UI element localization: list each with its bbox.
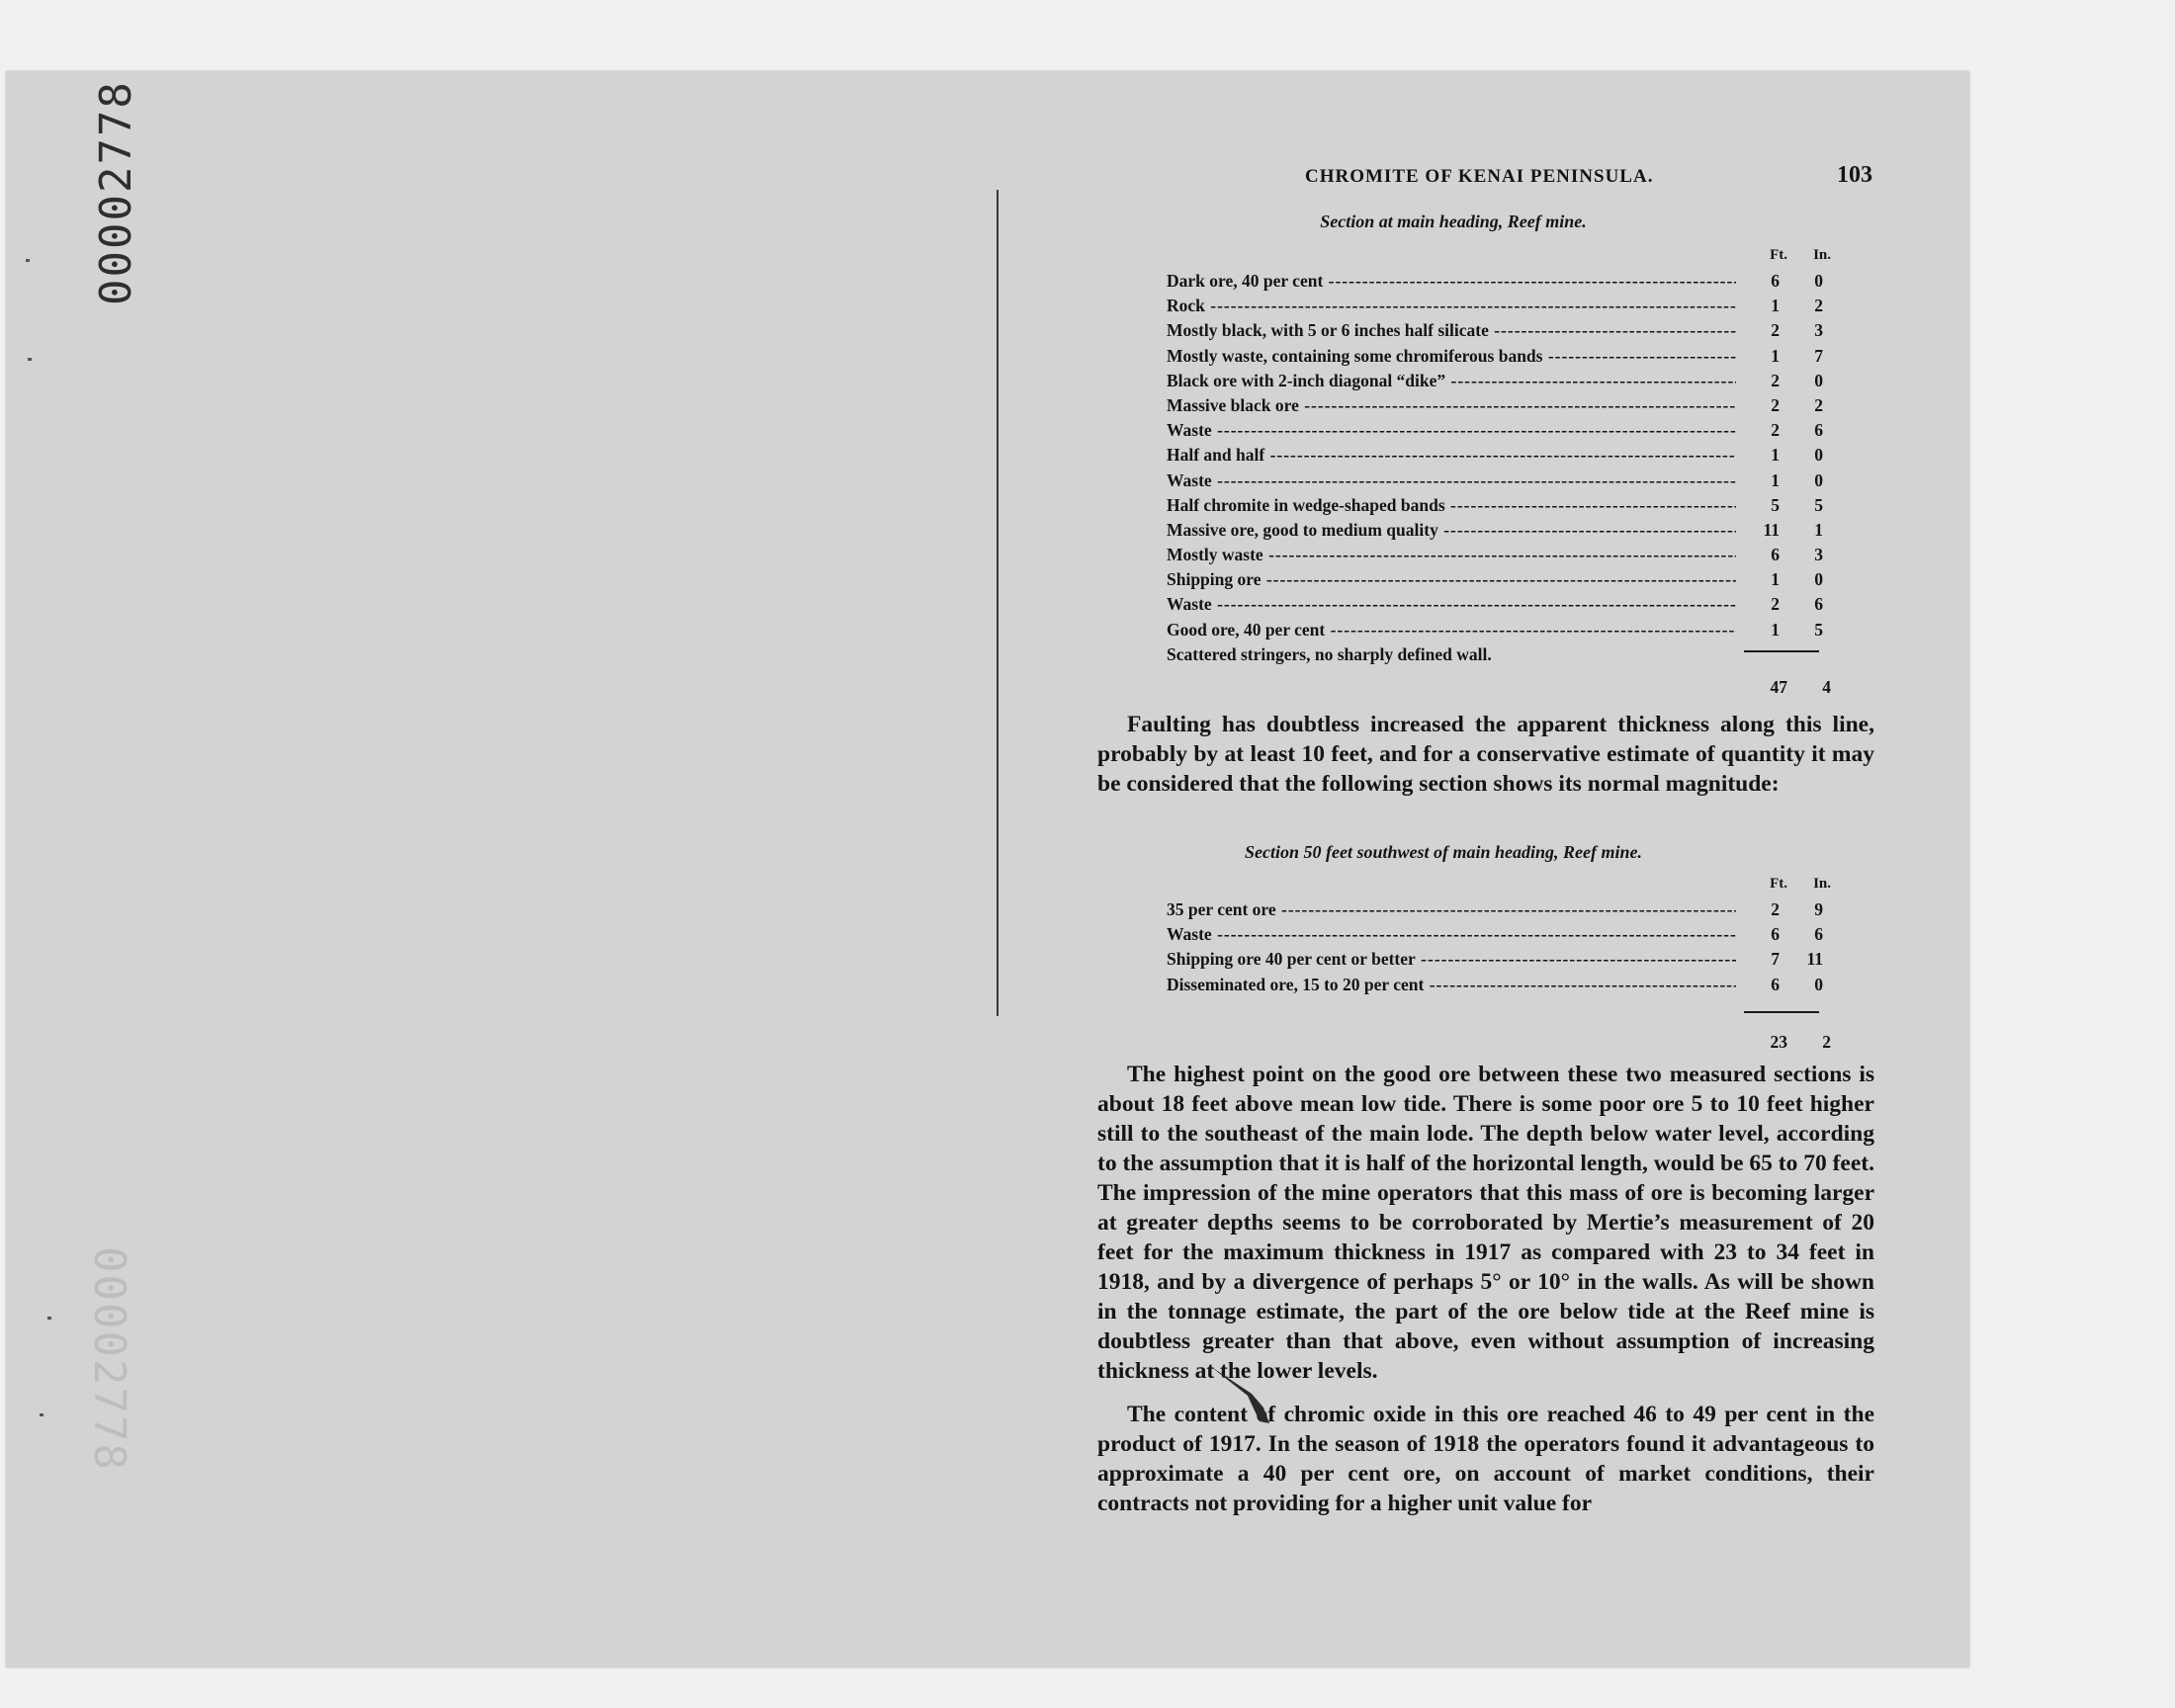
row-description: Half chromite in wedge-shaped bands ----- [1167, 495, 1736, 516]
row-inches: 7 [1814, 345, 1823, 366]
unit-inches-label: In. [1813, 247, 1831, 263]
row-feet: 1 [1771, 445, 1780, 466]
total-row [1167, 669, 1849, 703]
table-row [1167, 545, 1849, 569]
row-feet: 2 [1771, 370, 1780, 390]
row-inches: 2 [1814, 296, 1823, 316]
row-description: Shipping ore 40 per cent or better ----- [1167, 949, 1736, 970]
running-title: CHROMITE OF KENAI PENINSULA. [1305, 166, 1654, 187]
total-feet: 47 [1770, 677, 1787, 697]
table-note-row [1167, 644, 1849, 669]
table-row [1167, 495, 1849, 520]
row-inches: 6 [1814, 420, 1823, 441]
running-head [1088, 156, 1878, 196]
scan-speck [28, 358, 32, 361]
sum-rule [1744, 1011, 1819, 1013]
row-description: Waste ----- [1167, 594, 1736, 615]
row-feet: 6 [1771, 545, 1780, 565]
scan-speck [26, 259, 30, 262]
row-description: Waste ----- [1167, 420, 1736, 441]
row-feet: 7 [1771, 949, 1780, 970]
scan-speck [40, 1413, 44, 1416]
sum-rule-row [1167, 999, 1849, 1024]
table-row [1167, 296, 1849, 320]
row-feet: 6 [1771, 974, 1780, 994]
row-feet: 1 [1771, 345, 1780, 366]
unit-inches-label: In. [1813, 876, 1831, 892]
table-row [1167, 395, 1849, 420]
section-table [1167, 247, 1849, 703]
table-row [1167, 569, 1849, 594]
table-rows [1167, 271, 1849, 644]
row-feet: 1 [1771, 296, 1780, 316]
row-inches: 5 [1814, 619, 1823, 640]
row-description: Mostly waste ----- [1167, 545, 1736, 565]
table-note: Scattered stringers, no sharply defined wall. [1167, 643, 1492, 664]
row-inches: 1 [1814, 519, 1823, 540]
table-row [1167, 445, 1849, 470]
row-feet: 11 [1763, 519, 1780, 540]
row-inches: 0 [1814, 445, 1823, 466]
row-inches: 0 [1814, 470, 1823, 490]
row-description: Black ore with 2-inch diagonal “dike” ----- [1167, 371, 1736, 391]
row-description: Waste ----- [1167, 470, 1736, 491]
paragraph: The highest point on the good ore between these two measured sections is about 18 feet above mean low tide. There is some poor ore 5 to 10 feet higher still to the southeast of the main lode. The depth below water level, according to the assumption that it is half of the horizontal length, would be 65 to 70 feet. The impression of the mine operators that this mass of ore is becoming larger at greater depths seems to be corroborated by Mertie’s measurement of 20 feet for the maximum thickness in 1917 as compared with 23 to 34 feet in 1918, and by a divergence of perhaps 5° or 10° in the walls. As will be shown in the tonnage estimate, the part of the ore below tide at the Reef mine is doubtless greater than that above, even without assumption of increasing thickness at the lower levels. [1097, 1062, 1874, 1384]
row-description: Disseminated ore, 15 to 20 per cent ----- [1167, 975, 1736, 995]
page-number: 103 [1837, 162, 1872, 188]
total-feet: 23 [1770, 1031, 1787, 1052]
table-row [1167, 371, 1849, 395]
row-feet: 6 [1771, 271, 1780, 291]
sum-rule [1744, 650, 1819, 652]
row-feet: 6 [1771, 924, 1780, 945]
row-description: Good ore, 40 per cent ----- [1167, 620, 1736, 640]
row-description: Mostly waste, containing some chromiferous bands ----- [1167, 346, 1736, 367]
total-inches: 4 [1822, 677, 1831, 697]
row-description: 35 per cent ore ----- [1167, 899, 1736, 920]
row-feet: 1 [1771, 619, 1780, 640]
row-inches: 6 [1814, 924, 1823, 945]
row-inches: 6 [1814, 594, 1823, 615]
row-inches: 9 [1814, 899, 1823, 919]
page-fold-line [997, 190, 999, 1016]
row-feet: 2 [1771, 899, 1780, 919]
row-inches: 11 [1806, 949, 1823, 970]
pen-mark [1208, 1364, 1287, 1433]
table-row [1167, 470, 1849, 495]
scan-speck [47, 1317, 51, 1320]
table-rows [1167, 899, 1849, 999]
table-row [1167, 420, 1849, 445]
row-inches: 3 [1814, 320, 1823, 341]
row-description: Rock ----- [1167, 296, 1736, 316]
total-row [1167, 1024, 1849, 1058]
paragraph: Faulting has doubtless increased the apparent thickness along this line, probably by at least 10 feet, and for a conservative estimate of quantity it may be considered that the following section shows its normal magnitude: [1097, 712, 1874, 797]
row-description: Shipping ore ----- [1167, 569, 1736, 590]
row-description: Waste ----- [1167, 924, 1736, 945]
row-description: Massive ore, good to medium quality ----- [1167, 520, 1736, 541]
total-inches: 2 [1822, 1031, 1831, 1052]
table-row [1167, 924, 1849, 949]
table-row [1167, 899, 1849, 924]
table-row [1167, 271, 1849, 296]
row-inches: 2 [1814, 394, 1823, 415]
row-inches: 3 [1814, 545, 1823, 565]
row-description: Massive black ore ----- [1167, 395, 1736, 416]
row-feet: 1 [1771, 569, 1780, 590]
row-feet: 2 [1771, 394, 1780, 415]
table-row [1167, 975, 1849, 999]
row-inches: 0 [1814, 271, 1823, 291]
row-description: Mostly black, with 5 or 6 inches half silicate ----- [1167, 320, 1736, 341]
section-caption: Section 50 feet southwest of main heading, Reef mine. [1244, 842, 1642, 862]
archive-number-stamp-faded: 00002778 [84, 1246, 134, 1472]
table-row [1167, 320, 1849, 345]
row-description: Half and half ----- [1167, 445, 1736, 466]
row-description: Dark ore, 40 per cent ----- [1167, 271, 1736, 292]
row-inches: 5 [1814, 494, 1823, 515]
table-row [1167, 594, 1849, 619]
row-inches: 0 [1814, 370, 1823, 390]
unit-feet-label: Ft. [1770, 876, 1787, 892]
units-header [1167, 876, 1849, 899]
table-row [1167, 620, 1849, 644]
row-feet: 5 [1771, 494, 1780, 515]
units-header [1167, 247, 1849, 271]
row-feet: 2 [1771, 594, 1780, 615]
section-table [1167, 876, 1849, 1058]
table-row [1167, 520, 1849, 545]
row-inches: 0 [1814, 569, 1823, 590]
table-row [1167, 346, 1849, 371]
row-feet: 2 [1771, 420, 1780, 441]
section-caption: Section at main heading, Reef mine. [1320, 212, 1587, 231]
paragraph: The content of chromic oxide in this ore reached 46 to 49 per cent in the product of 1917. In the season of 1918 the operators found it advantageous to approximate a 40 per cent ore, on account of market conditions, their contracts not providing for a higher unit value for [1097, 1402, 1874, 1516]
unit-feet-label: Ft. [1770, 247, 1787, 263]
table-row [1167, 949, 1849, 974]
archive-number-stamp: 00002778 [91, 80, 141, 305]
row-feet: 2 [1771, 320, 1780, 341]
row-feet: 1 [1771, 470, 1780, 490]
row-inches: 0 [1814, 974, 1823, 994]
